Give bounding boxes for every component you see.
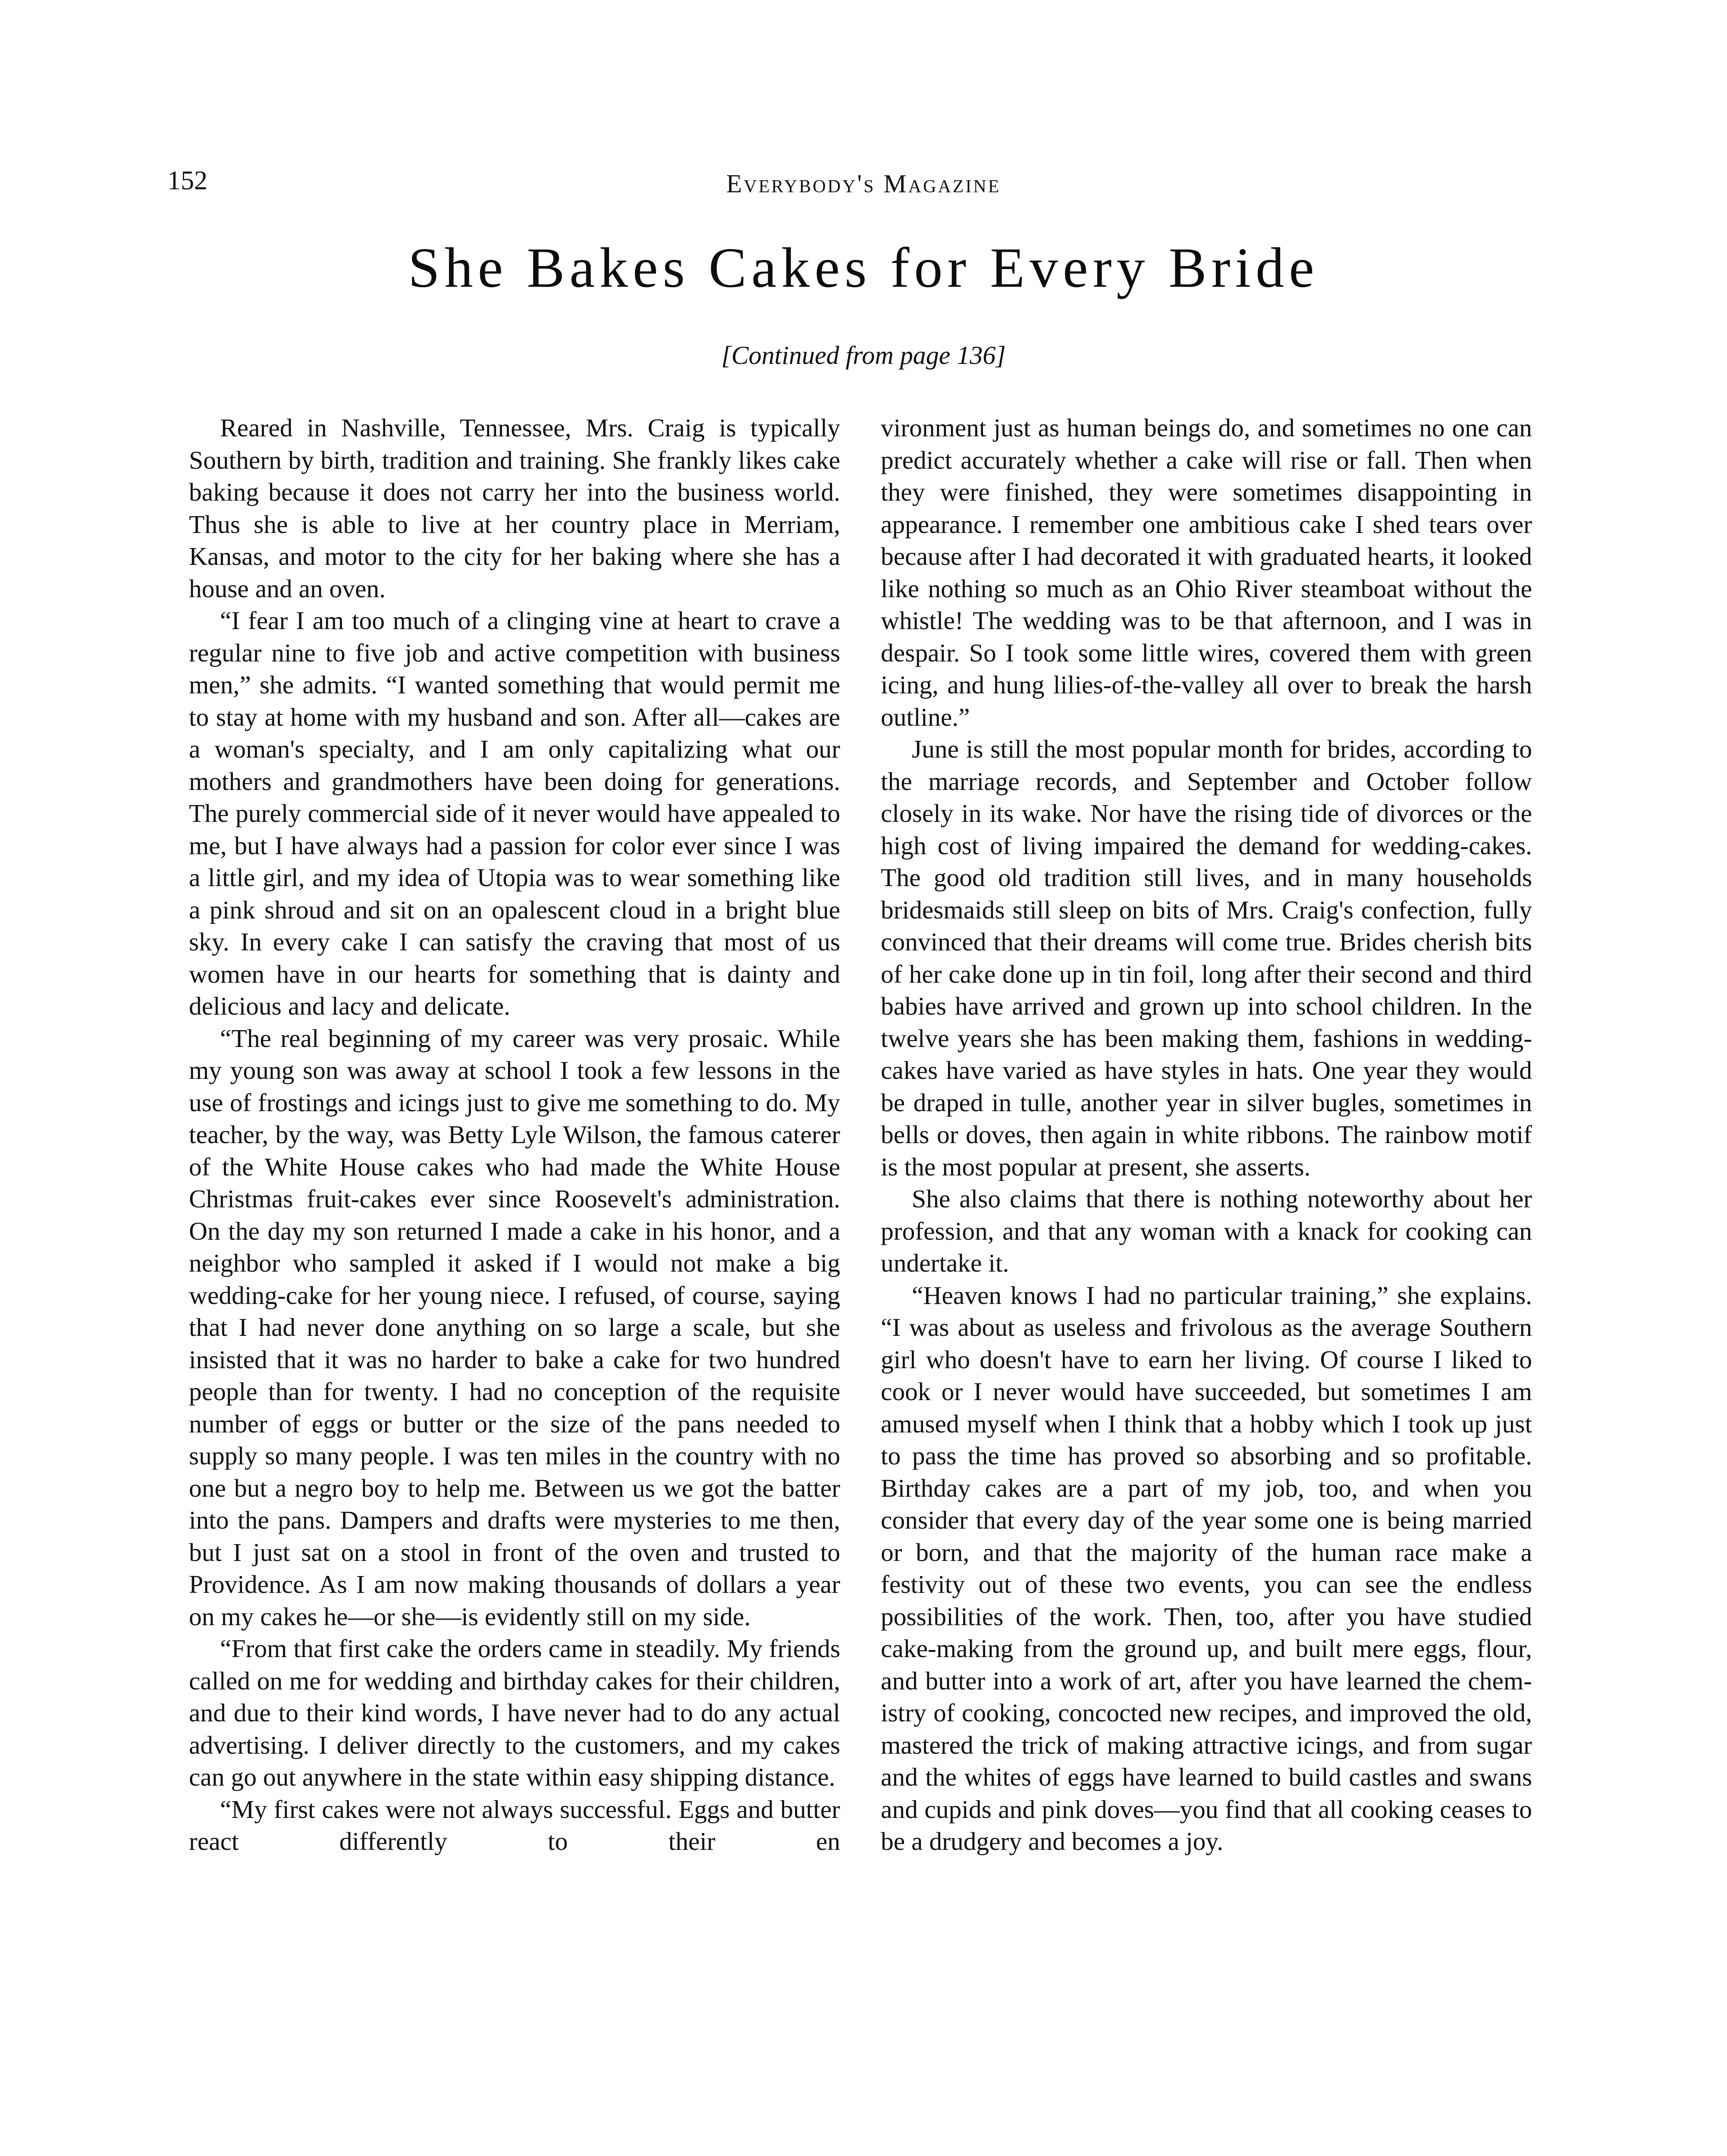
continued-note: [Continued from page 136] bbox=[721, 341, 1006, 370]
paragraph: “My first cakes were not always successful. Eggs and butter react differently to their en bbox=[189, 1795, 840, 1855]
running-head: Everybody's Magazine bbox=[726, 169, 1001, 198]
paragraph: Reared in Nashville, Tennessee, Mrs. Craig is typically Southern by birth, tradition and training. She frankly likes cake baking because it does not carry her into the business world. Thus she is able to live at her country place in Merriam, Kansas, and motor to the city for her baking where she has a house and an oven. bbox=[189, 414, 840, 603]
right-column bbox=[881, 412, 1532, 1858]
page-number: 152 bbox=[167, 166, 207, 195]
paragraph: “The real beginning of my career was very prosaic. While my young son was away at school I took a few lessons in the use of frostings and icings just to give me something to do. My teacher, by the way, was Betty Lyle Wilson, the famous caterer of the White House cakes who had made the White House Christmas fruit-cakes ever since Roosevelt's administration. On the day my son returned I made a cake in his honor, and a neighbor who sampled it asked if I would not make a big wedding-cake for her young niece. I refused, of course, saying that I had never done anything on so large a scale, but she insisted that it was no harder to bake a cake for two hundred people than for twenty. I had no conception of the requisite number of eggs or butter or the size of the pans needed to supply so many people. I was ten miles in the country with no one but a negro boy to help me. Between us we got the batter into the pans. Dampers and drafts were mysteries to me then, but I just sat on a stool in front of the oven and trusted to Providence. As I am now making thousands of dollars a year on my cakes he—or she—is evidently still on my side. bbox=[189, 1024, 840, 1631]
paragraph-continuation: vironment just as human beings do, and sometimes no one can predict accurately whether a cake will rise or fall. Then when they were finished, they were sometimes disappointing in appearance. I remember one ambitious cake I shed tears over because after I had decorated it with graduated hearts, it looked like nothing so much as an Ohio River steamboat without the whistle! The wedding was to be that afternoon, and I was in despair. So I took some little wires, covered them with green icing, and hung lilies-of-the-valley all over to break the harsh outline.” bbox=[881, 414, 1532, 731]
paragraph: June is still the most popular month for brides, according to the marriage records, and September and October follow closely in its wake. Nor have the rising tide of divorces or the high cost of living impaired the demand for wedding-cakes. The good old tradition still lives, and in many households bridesmaids still sleep on bits of Mrs. Craig's confection, fully convinced that their dreams will come true. Brides cherish bits of her cake done up in tin foil, long after their second and third babies have arrived and grown up into school children. In the twelve years she has been making them, fashions in wedding-cakes have varied as have styles in hats. One year they would be draped in tulle, another year in silver bugles, sometimes in bells or doves, then again in white ribbons. The rainbow motif is the most popular at present, she asserts. bbox=[881, 735, 1532, 1181]
paragraph: She also claims that there is nothing noteworthy about her profession, and that any woman with a knack for cooking can undertake it. bbox=[881, 1185, 1532, 1277]
paragraph: “From that first cake the orders came in steadily. My friends called on me for wedding and birthday cakes for their children, and due to their kind words, I have never had to do any actual advertising. I deliver directly to the customers, and my cakes can go out anywhere in the state within easy shipping distance. bbox=[189, 1634, 840, 1791]
paragraph: “I fear I am too much of a clinging vine at heart to crave a regular nine to five job and active competition with business men,” she admits. “I wanted something that would permit me to stay at home with my husband and son. After all—cakes are a woman's specialty, and I am only capitalizing what our mothers and grandmothers have been doing for generations. The purely commercial side of it never would have appealed to me, but I have always had a passion for color ever since I was a little girl, and my idea of Utopia was to wear something like a pink shroud and sit on an opalescent cloud in a bright blue sky. In every cake I can satisfy the craving that most of us women have in our hearts for something that is dainty and delicious and lacy and delicate. bbox=[189, 606, 840, 1020]
article-title: She Bakes Cakes for Every Bride bbox=[408, 236, 1319, 299]
paragraph: “Heaven knows I had no particular training,” she explains. “I was about as useless and frivolous as the average Southern girl who doesn't have to earn her living. Of course I liked to cook or I never would have succeeded, but sometimes I am amused myself when I think that a hobby which I took up just to pass the time has proved so absorbing and so profitable. Birthday cakes are a part of my job, too, and when you consider that every day of the year some one is being married or born, and that the majority of the human race make a festivity out of these two events, you can see the endless possibilities of the work. Then, too, after you have studied cake-making from the ground up, and built mere eggs, flour, and butter into a work of art, after you have learned the chemistry of cooking, concocted new recipes, and improved the old, mastered the trick of making attractive icings, and from sugar and the whites of eggs have learned to build castles and swans and cupids and pink doves—you find that all cooking ceases to be a drudgery and becomes a joy. bbox=[881, 1281, 1532, 1855]
left-column bbox=[189, 412, 840, 1858]
